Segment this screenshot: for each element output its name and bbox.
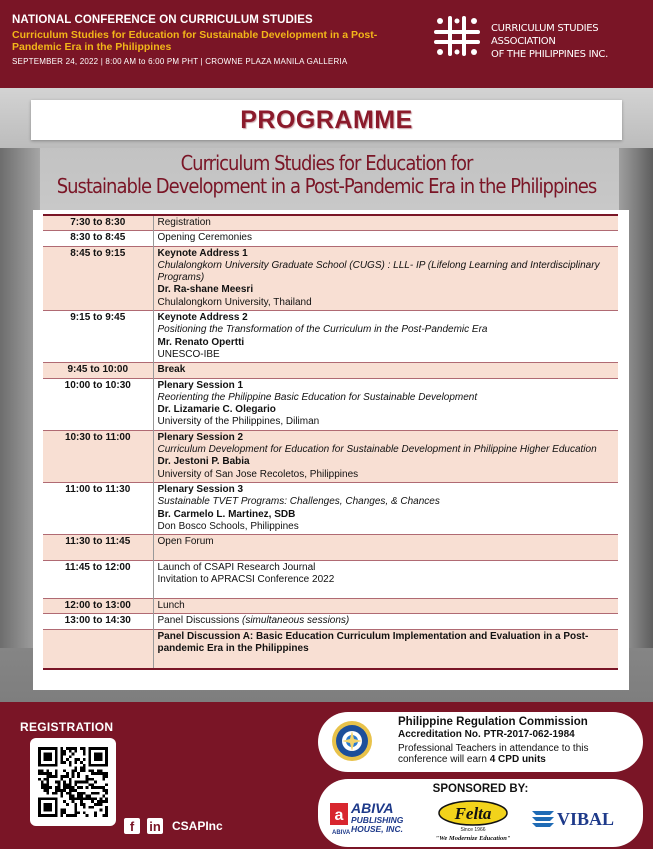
schedule-row — [43, 614, 618, 629]
main-title: Curriculum Studies for Education for Sustainable Development in a Post-Pandemic Era in the Philippines — [56, 151, 597, 198]
schedule-time: 10:00 to 10:30 — [43, 378, 153, 430]
schedule-time: 11:00 to 11:30 — [43, 482, 153, 534]
svg-text:ABIVA: ABIVA — [351, 800, 394, 816]
activity-line: Plenary Session 2 — [157, 431, 244, 443]
prc-seal-icon — [331, 720, 373, 762]
svg-text:VIBAL: VIBAL — [557, 809, 615, 829]
svg-text:Since 1966: Since 1966 — [460, 827, 486, 833]
schedule-activity — [153, 231, 618, 246]
prc-title: Philippine Regulation Commission — [398, 716, 588, 728]
schedule-time: 13:00 to 14:30 — [43, 614, 153, 629]
activity-line: Break — [157, 364, 186, 376]
schedule-activity — [153, 629, 618, 669]
abiva-logo[interactable] — [328, 799, 423, 839]
schedule-time: 8:30 to 8:45 — [43, 231, 153, 246]
activity-line: Dr. Ra-shane Meesri — [157, 284, 254, 296]
activity-line: Panel Discussion A: Basic Education Curriculum Implementation and Evaluation in a Post-pandemic Era in the Philippines — [157, 630, 589, 655]
activity-line: Keynote Address 2 — [157, 312, 248, 324]
schedule-time: 7:30 to 8:30 — [43, 215, 153, 231]
header-banner — [0, 0, 653, 88]
activity-line: Invitation to APRACSI Conference 2022 — [157, 574, 335, 586]
svg-text:PUBLISHING: PUBLISHING — [351, 815, 404, 825]
programme-table — [43, 214, 618, 670]
activity-line: Lunch — [157, 600, 185, 612]
csapi-logo-icon — [432, 14, 482, 58]
schedule-row — [43, 482, 618, 534]
social-links — [124, 817, 223, 834]
conference-subtitle: Curriculum Studies for Education for Sustainable Development in a Post-Pandemic Era in the Philippines — [12, 29, 378, 53]
activity-line: University of the Philippines, Diliman — [157, 416, 320, 428]
activity-line: Curriculum Development for Education for Sustainable Development in Philippine Higher Education — [157, 444, 597, 456]
activity-line: Plenary Session 3 — [157, 483, 244, 495]
schedule-row — [43, 535, 618, 561]
activity-line: Keynote Address 1 — [157, 247, 248, 259]
registration-label: REGISTRATION — [20, 720, 114, 734]
schedule-activity — [153, 215, 618, 231]
schedule-time: 9:45 to 10:00 — [43, 363, 153, 378]
conference-name: NATIONAL CONFERENCE ON CURRICULUM STUDIES — [12, 14, 313, 26]
schedule-row — [43, 561, 618, 599]
svg-text:HOUSE, INC.: HOUSE, INC. — [351, 824, 403, 834]
schedule-time: 10:30 to 11:00 — [43, 430, 153, 482]
schedule-time: 11:30 to 11:45 — [43, 535, 153, 561]
schedule-row — [43, 246, 618, 310]
activity-line: Reorienting the Philippine Basic Education for Sustainable Development — [157, 391, 478, 403]
felta-logo[interactable] — [428, 798, 518, 844]
programme-table-panel — [33, 210, 629, 690]
schedule-activity — [153, 535, 618, 561]
activity-line: Opening Ceremonies — [157, 232, 252, 244]
activity-line: Dr. Lizamarie C. Olegario — [157, 404, 276, 416]
linkedin-icon[interactable]: in — [147, 818, 163, 834]
activity-line: Chulalongkorn University Graduate School (CUGS) : LLL- IP (Lifelong Learning and Interdisciplinary Programs) — [157, 259, 600, 284]
programme-heading-box — [31, 100, 622, 140]
schedule-row — [43, 231, 618, 246]
schedule-activity — [153, 246, 618, 310]
schedule-row — [43, 629, 618, 669]
facebook-icon[interactable]: f — [124, 818, 140, 834]
prc-card — [318, 712, 643, 772]
schedule-time: 9:15 to 9:45 — [43, 311, 153, 363]
schedule-row — [43, 215, 618, 231]
schedule-row — [43, 378, 618, 430]
qr-code-icon[interactable] — [38, 746, 108, 818]
activity-line: UNESCO-IBE — [157, 348, 220, 360]
programme-heading: PROGRAMME — [240, 106, 413, 134]
sponsors-card — [318, 779, 643, 847]
activity-line: Registration — [157, 217, 211, 228]
activity-line: Panel Discussions (simultaneous sessions) — [157, 615, 350, 627]
activity-line: Br. Carmelo L. Martinez, SDB — [157, 508, 296, 520]
schedule-time: 12:00 to 13:00 — [43, 599, 153, 614]
vibal-logo[interactable] — [530, 803, 630, 833]
qr-card[interactable] — [30, 738, 116, 826]
schedule-activity — [153, 430, 618, 482]
svg-text:a: a — [334, 807, 344, 824]
activity-line: Positioning the Transformation of the Curriculum in the Post-Pandemic Era — [157, 324, 488, 336]
activity-line: Launch of CSAPI Research Journal — [157, 562, 316, 574]
schedule-activity — [153, 363, 618, 378]
activity-line: Chulalongkorn University, Thailand — [157, 296, 312, 308]
svg-text:"We Modernize Education": "We Modernize Education" — [435, 835, 511, 842]
schedule-activity — [153, 378, 618, 430]
schedule-time — [43, 629, 153, 669]
svg-text:ABIVA: ABIVA — [332, 830, 351, 836]
activity-line: Mr. Renato Opertti — [157, 336, 245, 348]
activity-line: Open Forum — [157, 536, 214, 548]
conference-date-venue: SEPTEMBER 24, 2022 | 8:00 AM to 6:00 PM PHT | CROWNE PLAZA MANILA GALLERIA — [12, 57, 348, 66]
schedule-time: 8:45 to 9:15 — [43, 246, 153, 310]
activity-line: Sustainable TVET Programs: Challenges, Changes, & Chances — [157, 496, 440, 508]
schedule-time: 11:45 to 12:00 — [43, 561, 153, 599]
schedule-activity — [153, 599, 618, 614]
schedule-row — [43, 311, 618, 363]
activity-line: Plenary Session 1 — [157, 379, 244, 391]
activity-line: Dr. Jestoni P. Babia — [157, 456, 250, 468]
prc-accreditation: Accreditation No. PTR-2017-062-1984 — [398, 729, 575, 740]
schedule-activity — [153, 614, 618, 629]
association-name: CURRICULUM STUDIES ASSOCIATION OF THE PHILIPPINES INC. — [491, 23, 608, 60]
schedule-row — [43, 363, 618, 378]
schedule-row — [43, 430, 618, 482]
schedule-row — [43, 599, 618, 614]
schedule-activity — [153, 561, 618, 599]
activity-line: Don Bosco Schools, Philippines — [157, 520, 299, 532]
prc-note: Professional Teachers in attendance to this conference will earn 4 CPD units — [398, 743, 589, 765]
schedule-activity — [153, 311, 618, 363]
social-handle[interactable]: CSAPInc — [172, 818, 223, 833]
footer — [0, 702, 653, 849]
sponsored-by-label: SPONSORED BY: — [432, 783, 529, 795]
activity-line: University of San Jose Recoletos, Philippines — [157, 468, 359, 480]
schedule-activity — [153, 482, 618, 534]
svg-text:Felta: Felta — [454, 804, 492, 823]
